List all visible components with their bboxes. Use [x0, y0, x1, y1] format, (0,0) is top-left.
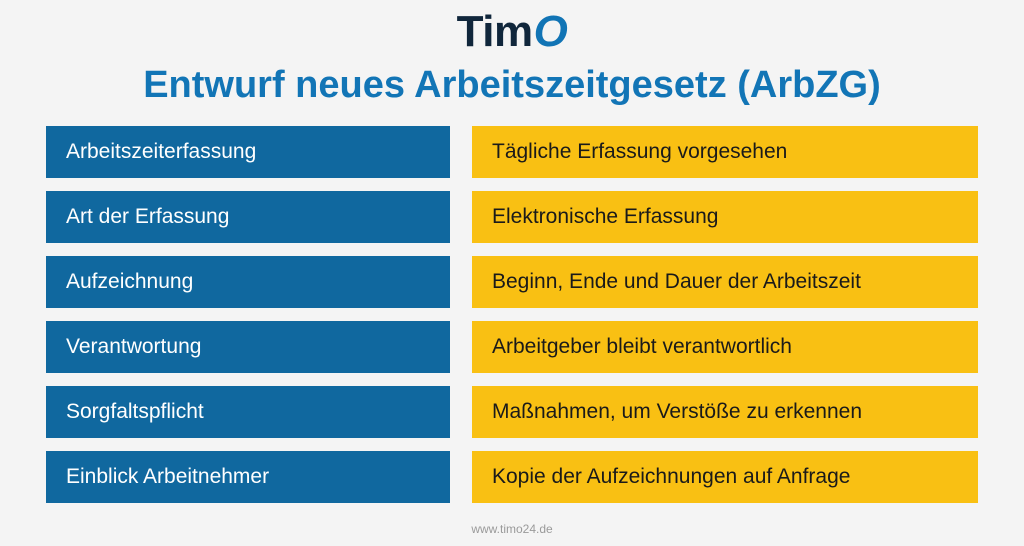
page-title: Entwurf neues Arbeitszeitgesetz (ArbZG) [143, 64, 881, 107]
table-row [46, 256, 978, 308]
detail-cell: Kopie der Aufzeichnungen auf Anfrage [472, 451, 978, 503]
logo [457, 8, 568, 56]
detail-cell: Tägliche Erfassung vorgesehen [472, 126, 978, 178]
detail-cell: Elektronische Erfassung [472, 191, 978, 243]
topic-cell: Verantwortung [46, 321, 450, 373]
detail-cell: Beginn, Ende und Dauer der Arbeitszeit [472, 256, 978, 308]
footer-url: www.timo24.de [471, 522, 553, 536]
topic-cell: Arbeitszeiterfassung [46, 126, 450, 178]
table-row [46, 386, 978, 438]
detail-cell: Arbeitgeber bleibt verantwortlich [472, 321, 978, 373]
table-row [46, 126, 978, 178]
topic-cell: Sorgfaltspflicht [46, 386, 450, 438]
topic-cell: Art der Erfassung [46, 191, 450, 243]
table-row [46, 321, 978, 373]
detail-cell: Maßnahmen, um Verstöße zu erkennen [472, 386, 978, 438]
topic-cell: Einblick Arbeitnehmer [46, 451, 450, 503]
logo-o-icon: O [533, 7, 568, 56]
table-row [46, 191, 978, 243]
topic-cell: Aufzeichnung [46, 256, 450, 308]
table-row [46, 451, 978, 503]
logo-wordmark: Tim [456, 7, 533, 56]
comparison-table [46, 126, 978, 503]
